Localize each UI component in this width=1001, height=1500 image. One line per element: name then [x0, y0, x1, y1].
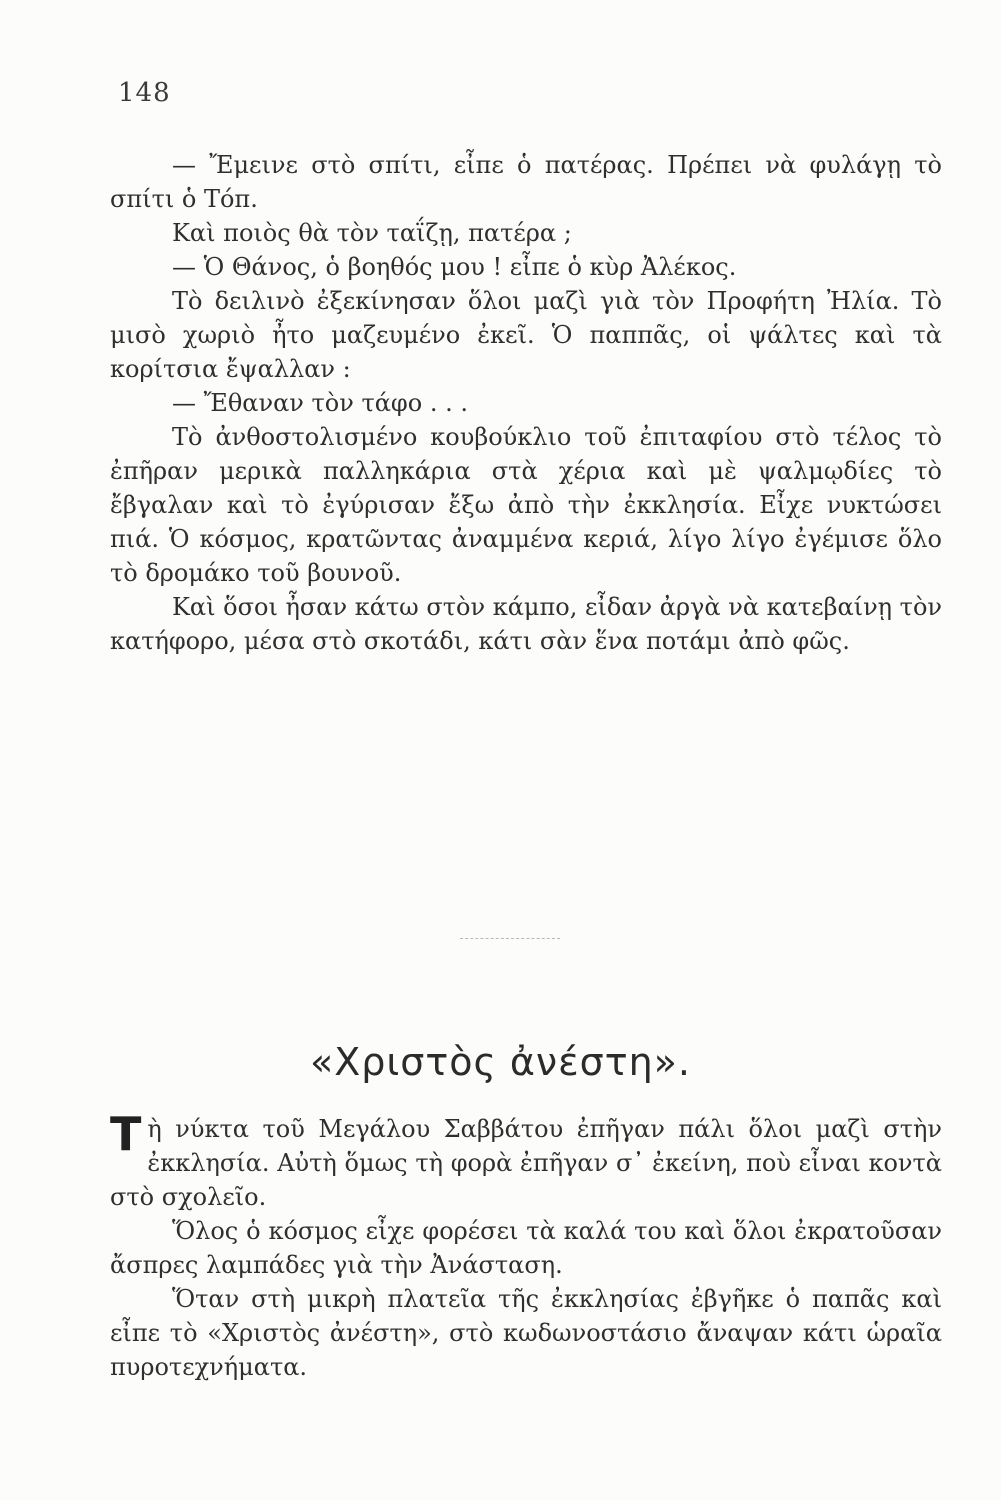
body-paragraph: Ὅλος ὁ κόσμος εἶχε φορέσει τὰ καλά του καὶ ὅλοι ἐκρατοῦσαν ἄσπρες λαμπάδες γιὰ τὴν Ἀνάσταση.	[110, 1217, 942, 1279]
opening-paragraph-text: ὴ νύκτα τοῦ Μεγάλου Σαββάτου ἐπῆγαν πάλι ὅλοι μαζὶ στὴν ἐκκλησία. Αὐτὴ ὅμως τὴ φορὰ ἐπῆγαν σ᾽ ἐκείνη, ποὺ εἶναι κοντὰ στὸ σχολεῖο.	[110, 1115, 942, 1211]
dialogue-paragraph: Καὶ ποιὸς θὰ τὸν ταΐζῃ, πατέρα ;	[172, 219, 572, 247]
body-paragraph: Τὸ ἀνθοστολισμένο κουβούκλιο τοῦ ἐπιταφίου στὸ τέλος τὸ ἐπῆραν μερικὰ παλληκάρια στὰ χέρια καὶ μὲ ψαλμῳδίες τὸ ἔβγαλαν καὶ τὸ ἐγύρισαν ἔξω ἀπὸ τὴν ἐκκλησία. Εἶχε νυκτώσει πιά. Ὁ κόσμος, κρατῶντας ἀναμμένα κεριά, λίγο λίγο ἐγέμισε ὅλο τὸ δρομάκο τοῦ βουνοῦ.	[110, 423, 942, 587]
body-paragraph: Ὅταν στὴ μικρὴ πλατεῖα τῆς ἐκκλησίας ἐβγῆκε ὁ παπᾶς καὶ εἶπε τὸ «Χριστὸς ἀνέστη», στὸ κωδωνοστάσιο ἄναψαν κάτι ὡραῖα πυροτεχνήματα.	[110, 1285, 942, 1381]
opening-paragraph	[110, 1107, 942, 1214]
drop-cap: Τ	[110, 1107, 142, 1161]
section-text	[110, 148, 942, 658]
section-divider	[460, 938, 560, 939]
chapter-title: «Χριστὸς ἀνέστη».	[309, 1040, 692, 1084]
page-number: 148	[118, 78, 171, 108]
body-paragraph: Καὶ ὅσοι ἦσαν κάτω στὸν κάμπο, εἶδαν ἀργὰ νὰ κατεβαίνῃ τὸν κατήφορο, μέσα στὸ σκοτάδι, κάτι σὰν ἕνα ποτάμι ἀπὸ φῶς.	[110, 593, 942, 655]
dialogue-paragraph: — Ἔμεινε στὸ σπίτι, εἶπε ὁ πατέρας. Πρέπει νὰ φυλάγῃ τὸ σπίτι ὁ Τόπ.	[110, 151, 942, 213]
dialogue-paragraph: — Ὁ Θάνος, ὁ βοηθός μου ! εἶπε ὁ κὺρ Ἀλέκος.	[172, 253, 737, 281]
chapter-text	[110, 1107, 942, 1384]
body-paragraph: Τὸ δειλινὸ ἐξεκίνησαν ὅλοι μαζὶ γιὰ τὸν Προφήτη Ἠλία. Τὸ μισὸ χωριὸ ἦτο μαζευμένο ἐκεῖ. Ὁ παππᾶς, οἱ ψάλτες καὶ τὰ κορίτσια ἔψαλλαν :	[110, 287, 942, 383]
dialogue-paragraph: — Ἔθαναν τὸν τάφο . . .	[172, 389, 468, 417]
